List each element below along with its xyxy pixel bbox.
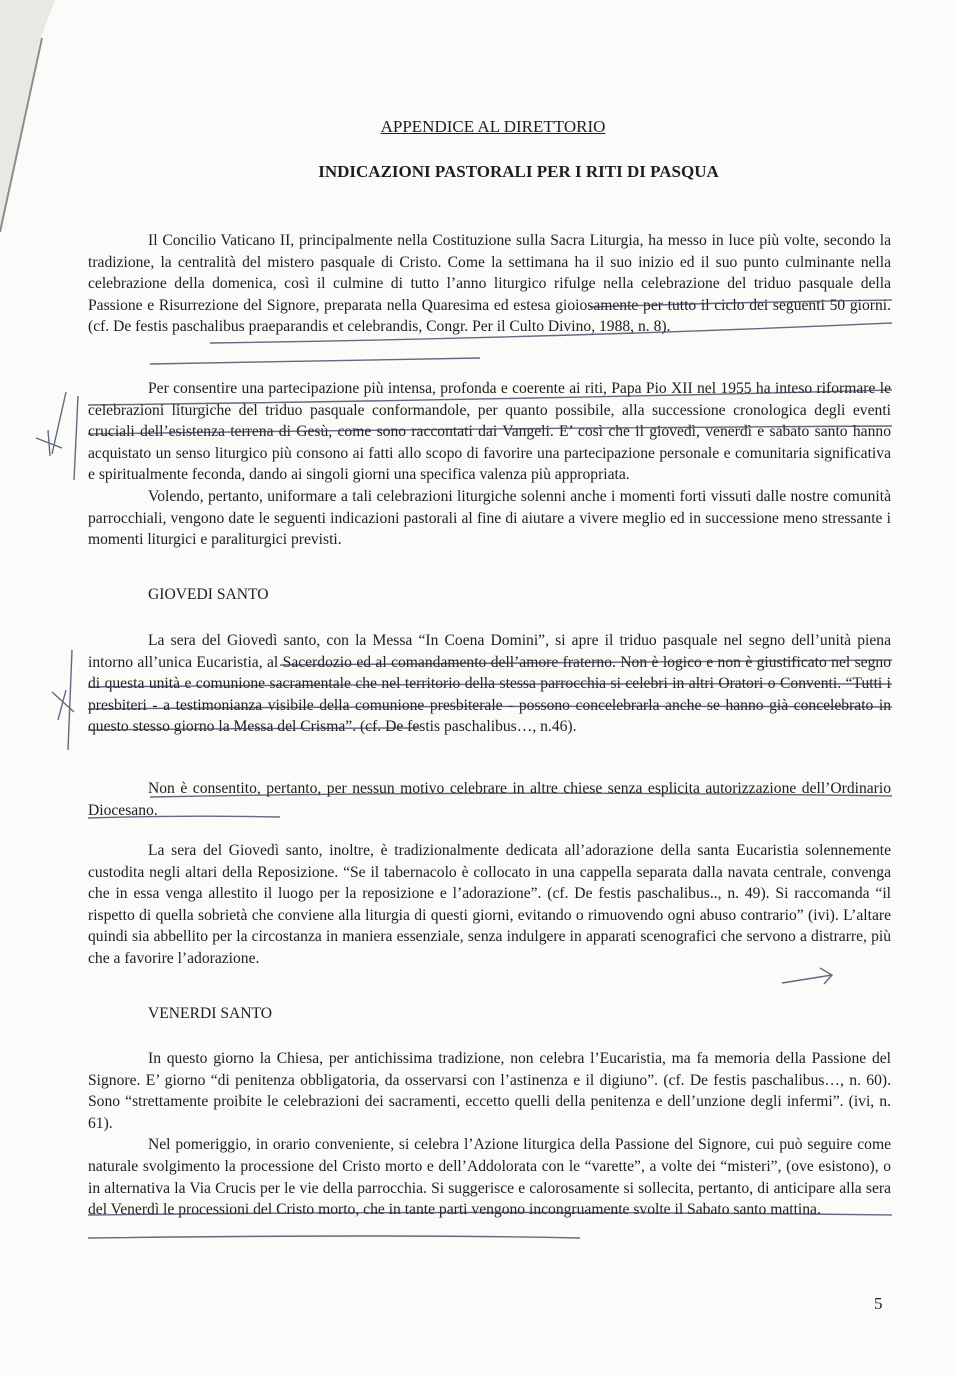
- margin-check-mark: [68, 650, 72, 750]
- paragraph-text: La sera del Giovedì santo, con la Messa “In Coena Domini”, si apre il triduo pasquale nel segno dell’unità piena intorno all’unica Eucaristia, al Sacerdozio ed al comandamento dell’amore fraterno. Non è logico e non è giustificato nel segno di questa unità e comunione sacramentale che nel territorio della stessa parrocchia si celebri in altri Oratori o Conventi. “Tutti i presbiteri - a testimonianza visibile della comunione presbiterale - possono concelebrarla anche se hanno già concelebrato in questo stesso giorno la Messa del Crisma”. (cf. De festis paschalibus…, n.46).: [88, 632, 891, 736]
- section-heading-giovedi: GIOVEDI SANTO: [148, 586, 269, 603]
- underline-mark: [150, 358, 480, 364]
- paragraph-giovedi: [88, 630, 891, 738]
- paragraph-text: In questo giorno la Chiesa, per antichissima tradizione, non celebra l’Eucaristia, ma fa memoria della Passione del Signore. E’ giorno “di penitenza obbligatoria, da osservarsi con l’astinenza e il digiuno”. (cf. De festis paschalibus…, n. 60). Sono “strettamente proibite le celebrazioni dei sacramenti, eccetto quelli della penitenza e dell’unzione degli infermi”. (ivi, n. 61).: [88, 1050, 891, 1132]
- document-title: INDICAZIONI PASTORALI PER I RITI DI PASQUA: [318, 162, 719, 181]
- paragraph-text: Volendo, pertanto, uniformare a tali celebrazioni liturgiche solenni anche i momenti forti vissuti dalle nostre comunità parrocchiali, vengono date le seguenti indicazioni pastorali al fine di aiutare a vivere meglio ed in successione meno stressante i momenti liturgici e paraliturgici previsti.: [88, 487, 891, 549]
- paragraph-reform: [88, 378, 891, 551]
- section-heading-venerdi: VENERDI SANTO: [148, 1005, 273, 1022]
- paragraph-not-allowed: [88, 778, 891, 821]
- page-number: 5: [874, 1294, 883, 1313]
- appendix-heading: APPENDICE AL DIRETTORIO: [380, 117, 606, 136]
- margin-cross-mark: [52, 690, 74, 720]
- margin-check-mark: [52, 392, 66, 454]
- paragraph-adoration: [88, 840, 891, 970]
- paragraph-text: Nel pomeriggio, in orario conveniente, si celebra l’Azione liturgica della Passione del Signore, cui può seguire come naturale svolgimento la processione del Cristo morto e dell’Addolorata con le “varette”, a volte dei “misteri”, (ove esistono), o in alternativa la Via Crucis per le vie della parrocchia. Si suggerisce e calorosamente si sollecita, pertanto, di anticipare alla sera del Venerdì le processioni del Cristo morto, che in tante parti vengono incongruamente svolte il Sabato santo mattina.: [88, 1136, 891, 1219]
- margin-check-mark: [74, 396, 78, 480]
- underline-mark: [88, 1236, 580, 1238]
- paragraph-text: Non è consentito, pertanto, per nessun motivo celebrare in altre chiese senza esplicita autorizzazione dell’Ordinario Diocesano.: [88, 780, 891, 819]
- paragraph-intro: [88, 230, 891, 338]
- paragraph-venerdi: [88, 1048, 891, 1221]
- paragraph-text: La sera del Giovedì santo, inoltre, è tradizionalmente dedicata all’adorazione della santa Eucaristia solennemente custodita negli altari della Reposizione. “Se il tabernacolo è collocato in una cappella separata dalla navata centrale, convenga che in essa venga allestito il luogo per la reposizione e l’adorazione”. (cf. De festis paschalibus.., n. 49). Si raccomanda “il rispetto di quella sobrietà che conviene alla liturgia di questi giorni, evitando o rimuovendo ogni abuso contrario” (ivi). L’altare quindi sia abbellito per la circostanza in maniera essenziale, senza indulgere in apparati scenografici che servono a distrarre, più che a favorire l’adorazione.: [88, 842, 891, 967]
- paragraph-text: Per consentire una partecipazione più intensa, profonda e coerente ai riti, Papa Pio XII nel 1955 ha inteso riformare le celebrazioni liturgiche del triduo pasquale conformandole, per quanto possibile, alla successione cronologica degli eventi cruciali dell’esistenza terrena di Gesù, come sono raccontati dai Vangeli. E’ così che il giovedì, venerdì e sabato santo hanno acquistato un senso liturgico più consono ai fatti allo scopo di favorire una partecipazione personale e comunitaria significativa e spiritualmente feconda, dando ai singoli giorni una specifica valenza più appropriata.: [88, 380, 891, 484]
- margin-cross-mark: [36, 430, 62, 456]
- arrow-mark: [782, 968, 832, 984]
- paragraph-text: Il Concilio Vaticano II, principalmente nella Costituzione sulla Sacra Liturgia, ha messo in luce più volte, secondo la tradizione, la centralità del mistero pasquale di Cristo. Come la settimana ha il suo inizio ed il suo punto culminante nella celebrazione della domenica, così il culmine di tutto l’anno liturgico rifulge nella celebrazione del triduo pasquale della Passione e Risurrezione del Signore, preparata nella Quaresima ed estesa gioiosamente per tutto il ciclo dei seguenti 50 giorni. (cf. De festis paschalibus praeparandis et celebrandis, Congr. Per il Culto Divino, 1988, n. 8).: [88, 232, 891, 336]
